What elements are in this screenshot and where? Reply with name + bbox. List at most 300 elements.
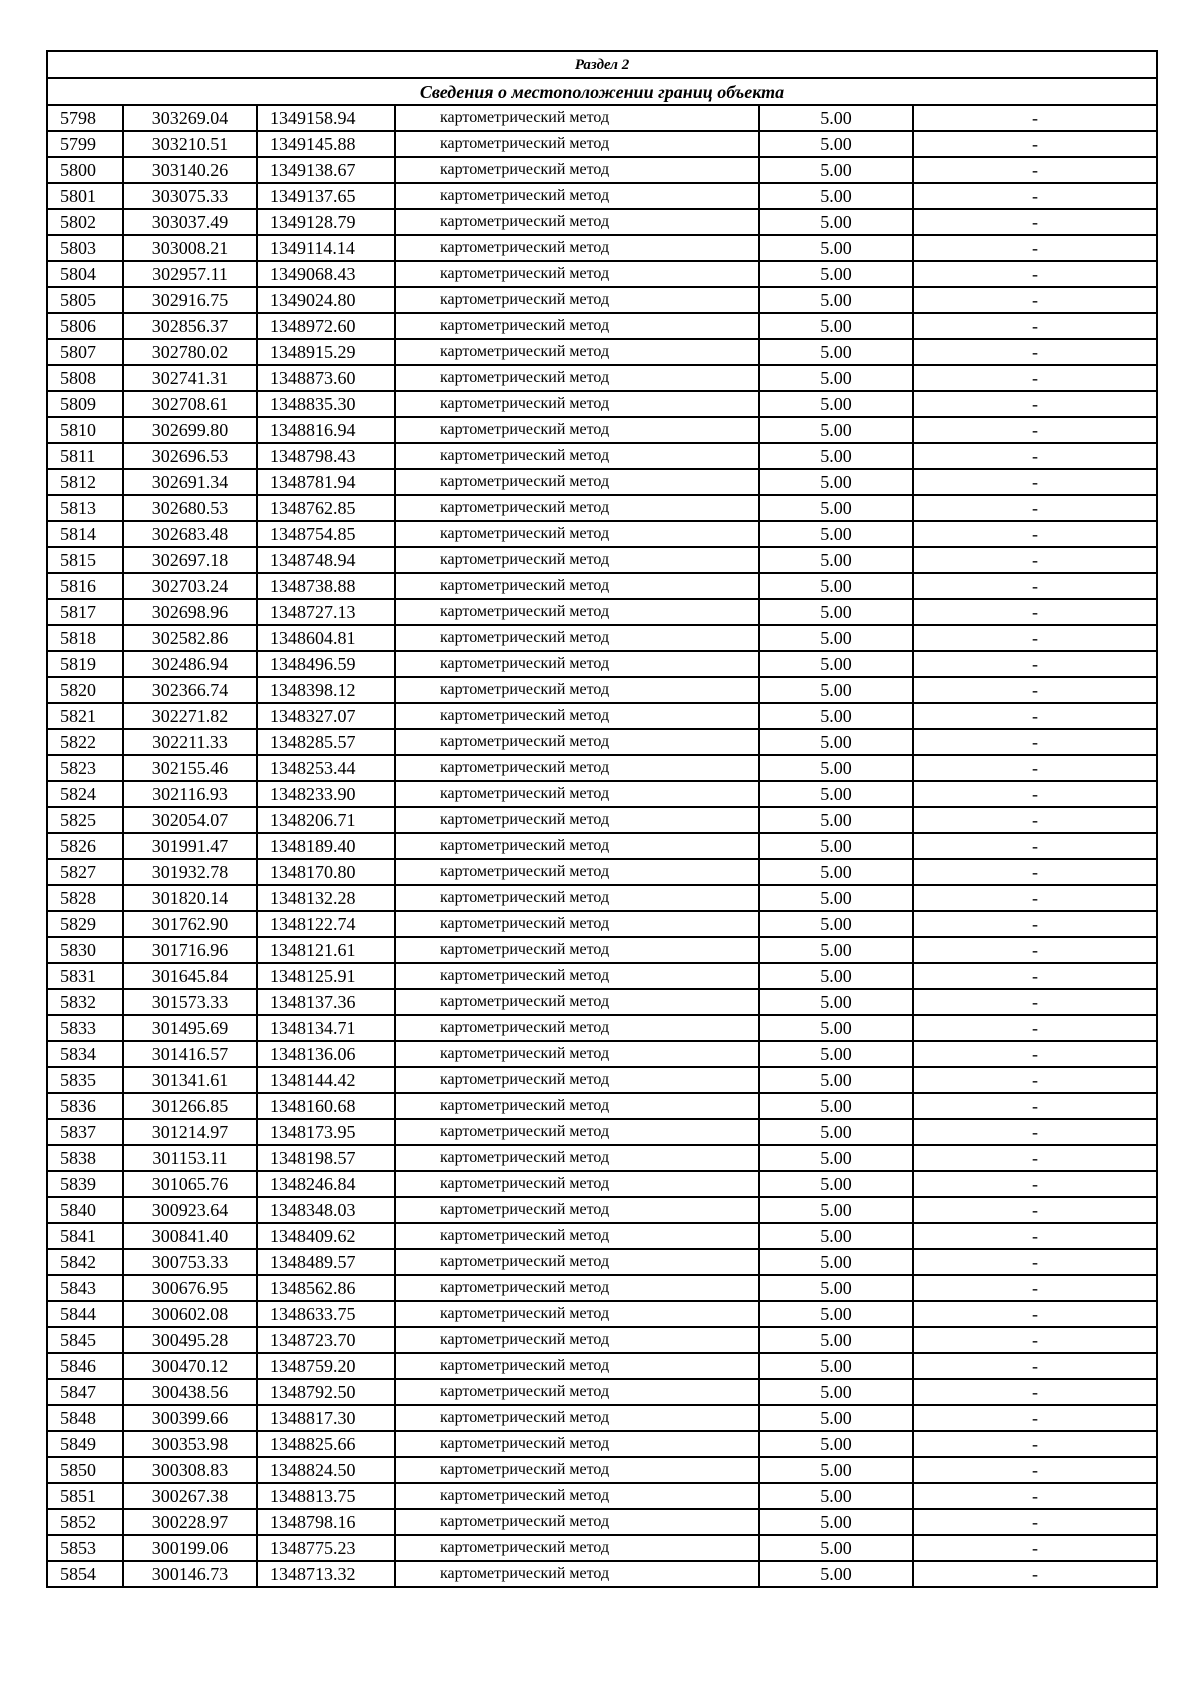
coordinate-y: 1348759.20: [257, 1353, 395, 1379]
table-row: [47, 1015, 1157, 1041]
table-row: [47, 1457, 1157, 1483]
coordinate-y: 1348604.81: [257, 625, 395, 651]
point-description: -: [913, 1405, 1157, 1431]
coordinate-x: 303269.04: [123, 105, 257, 131]
determination-method: картометрический метод: [395, 1379, 759, 1405]
determination-method: картометрический метод: [395, 235, 759, 261]
accuracy-value: 5.00: [759, 729, 913, 755]
table-row: [47, 1197, 1157, 1223]
coordinate-y: 1348173.95: [257, 1119, 395, 1145]
table-row: [47, 1119, 1157, 1145]
determination-method: картометрический метод: [395, 183, 759, 209]
determination-method: картометрический метод: [395, 339, 759, 365]
table-row: [47, 339, 1157, 365]
accuracy-value: 5.00: [759, 1093, 913, 1119]
point-number: 5820: [47, 677, 123, 703]
coordinate-x: 300676.95: [123, 1275, 257, 1301]
table-row: [47, 729, 1157, 755]
coordinate-y: 1348170.80: [257, 859, 395, 885]
point-description: -: [913, 1171, 1157, 1197]
determination-method: картометрический метод: [395, 1405, 759, 1431]
table-row: [47, 911, 1157, 937]
coordinate-x: 301416.57: [123, 1041, 257, 1067]
accuracy-value: 5.00: [759, 1223, 913, 1249]
coordinate-y: 1348727.13: [257, 599, 395, 625]
accuracy-value: 5.00: [759, 365, 913, 391]
coordinate-y: 1348824.50: [257, 1457, 395, 1483]
point-number: 5836: [47, 1093, 123, 1119]
coordinate-x: 301266.85: [123, 1093, 257, 1119]
table-row: [47, 1067, 1157, 1093]
point-number: 5824: [47, 781, 123, 807]
point-description: -: [913, 781, 1157, 807]
table-row: [47, 391, 1157, 417]
point-description: -: [913, 963, 1157, 989]
accuracy-value: 5.00: [759, 859, 913, 885]
accuracy-value: 5.00: [759, 833, 913, 859]
coordinate-y: 1349158.94: [257, 105, 395, 131]
point-description: -: [913, 131, 1157, 157]
coordinate-y: 1348816.94: [257, 417, 395, 443]
determination-method: картометрический метод: [395, 1275, 759, 1301]
accuracy-value: 5.00: [759, 417, 913, 443]
determination-method: картометрический метод: [395, 469, 759, 495]
point-description: -: [913, 755, 1157, 781]
point-number: 5837: [47, 1119, 123, 1145]
point-number: 5821: [47, 703, 123, 729]
accuracy-value: 5.00: [759, 313, 913, 339]
accuracy-value: 5.00: [759, 1041, 913, 1067]
point-description: -: [913, 1535, 1157, 1561]
coordinate-x: 300438.56: [123, 1379, 257, 1405]
coordinate-x: 300753.33: [123, 1249, 257, 1275]
point-description: -: [913, 521, 1157, 547]
coordinate-x: 302780.02: [123, 339, 257, 365]
table-row: [47, 1249, 1157, 1275]
coordinate-x: 302486.94: [123, 651, 257, 677]
table-row: [47, 209, 1157, 235]
coordinate-y: 1348496.59: [257, 651, 395, 677]
determination-method: картометрический метод: [395, 365, 759, 391]
accuracy-value: 5.00: [759, 989, 913, 1015]
accuracy-value: 5.00: [759, 599, 913, 625]
determination-method: картометрический метод: [395, 625, 759, 651]
coordinate-x: 300308.83: [123, 1457, 257, 1483]
coordinate-x: 300602.08: [123, 1301, 257, 1327]
coordinate-x: 300228.97: [123, 1509, 257, 1535]
point-number: 5799: [47, 131, 123, 157]
table-row: [47, 651, 1157, 677]
determination-method: картометрический метод: [395, 807, 759, 833]
coordinate-x: 301762.90: [123, 911, 257, 937]
point-number: 5800: [47, 157, 123, 183]
accuracy-value: 5.00: [759, 521, 913, 547]
point-description: -: [913, 1457, 1157, 1483]
title-header-row: [47, 78, 1157, 105]
accuracy-value: 5.00: [759, 677, 913, 703]
determination-method: картометрический метод: [395, 1509, 759, 1535]
accuracy-value: 5.00: [759, 547, 913, 573]
point-description: -: [913, 1561, 1157, 1587]
point-description: -: [913, 157, 1157, 183]
accuracy-value: 5.00: [759, 209, 913, 235]
accuracy-value: 5.00: [759, 1275, 913, 1301]
point-description: -: [913, 105, 1157, 131]
table-row: [47, 703, 1157, 729]
coordinate-y: 1348798.43: [257, 443, 395, 469]
point-description: -: [913, 287, 1157, 313]
determination-method: картометрический метод: [395, 521, 759, 547]
coordinate-y: 1348723.70: [257, 1327, 395, 1353]
point-number: 5802: [47, 209, 123, 235]
coordinate-y: 1348915.29: [257, 339, 395, 365]
coordinate-y: 1348798.16: [257, 1509, 395, 1535]
point-number: 5848: [47, 1405, 123, 1431]
table-row: [47, 1353, 1157, 1379]
point-description: -: [913, 443, 1157, 469]
accuracy-value: 5.00: [759, 755, 913, 781]
coordinate-x: 302699.80: [123, 417, 257, 443]
point-description: -: [913, 547, 1157, 573]
coordinate-y: 1348121.61: [257, 937, 395, 963]
coordinate-y: 1348189.40: [257, 833, 395, 859]
coordinate-x: 301495.69: [123, 1015, 257, 1041]
table-row: [47, 755, 1157, 781]
coordinate-x: 302696.53: [123, 443, 257, 469]
point-number: 5808: [47, 365, 123, 391]
determination-method: картометрический метод: [395, 1067, 759, 1093]
determination-method: картометрический метод: [395, 313, 759, 339]
coordinate-y: 1348122.74: [257, 911, 395, 937]
coordinate-x: 300399.66: [123, 1405, 257, 1431]
table-row: [47, 963, 1157, 989]
point-number: 5838: [47, 1145, 123, 1171]
table-row: [47, 1405, 1157, 1431]
determination-method: картометрический метод: [395, 1535, 759, 1561]
point-description: -: [913, 365, 1157, 391]
point-number: 5826: [47, 833, 123, 859]
coordinate-x: 302957.11: [123, 261, 257, 287]
coordinate-y: 1348633.75: [257, 1301, 395, 1327]
point-number: 5816: [47, 573, 123, 599]
table-body: [47, 51, 1157, 1587]
coordinate-y: 1349138.67: [257, 157, 395, 183]
determination-method: картометрический метод: [395, 963, 759, 989]
accuracy-value: 5.00: [759, 885, 913, 911]
point-number: 5853: [47, 1535, 123, 1561]
point-number: 5832: [47, 989, 123, 1015]
accuracy-value: 5.00: [759, 339, 913, 365]
table-row: [47, 781, 1157, 807]
coordinate-x: 302683.48: [123, 521, 257, 547]
coordinate-y: 1348253.44: [257, 755, 395, 781]
table-row: [47, 1509, 1157, 1535]
point-number: 5831: [47, 963, 123, 989]
coordinate-x: 302155.46: [123, 755, 257, 781]
point-description: -: [913, 677, 1157, 703]
coordinate-x: 301573.33: [123, 989, 257, 1015]
coordinate-y: 1348246.84: [257, 1171, 395, 1197]
accuracy-value: 5.00: [759, 1457, 913, 1483]
point-number: 5814: [47, 521, 123, 547]
determination-method: картометрический метод: [395, 287, 759, 313]
point-number: 5810: [47, 417, 123, 443]
determination-method: картометрический метод: [395, 105, 759, 131]
point-description: -: [913, 1249, 1157, 1275]
accuracy-value: 5.00: [759, 469, 913, 495]
accuracy-value: 5.00: [759, 937, 913, 963]
determination-method: картометрический метод: [395, 1457, 759, 1483]
determination-method: картометрический метод: [395, 1015, 759, 1041]
point-number: 5825: [47, 807, 123, 833]
determination-method: картометрический метод: [395, 261, 759, 287]
point-number: 5815: [47, 547, 123, 573]
determination-method: картометрический метод: [395, 989, 759, 1015]
point-description: -: [913, 1301, 1157, 1327]
coordinate-y: 1348748.94: [257, 547, 395, 573]
coordinate-x: 301820.14: [123, 885, 257, 911]
table-row: [47, 443, 1157, 469]
table-row: [47, 235, 1157, 261]
point-description: -: [913, 1327, 1157, 1353]
coordinate-x: 302116.93: [123, 781, 257, 807]
determination-method: картометрический метод: [395, 859, 759, 885]
coordinate-x: 301341.61: [123, 1067, 257, 1093]
coordinate-x: 300841.40: [123, 1223, 257, 1249]
coordinate-y: 1348136.06: [257, 1041, 395, 1067]
coordinate-x: 300495.28: [123, 1327, 257, 1353]
coordinate-y: 1348754.85: [257, 521, 395, 547]
coordinate-x: 301716.96: [123, 937, 257, 963]
coordinate-x: 301214.97: [123, 1119, 257, 1145]
coordinate-x: 301991.47: [123, 833, 257, 859]
coordinate-y: 1349137.65: [257, 183, 395, 209]
coordinate-y: 1348348.03: [257, 1197, 395, 1223]
table-row: [47, 989, 1157, 1015]
point-description: -: [913, 859, 1157, 885]
determination-method: картометрический метод: [395, 495, 759, 521]
accuracy-value: 5.00: [759, 1353, 913, 1379]
coordinate-x: 302211.33: [123, 729, 257, 755]
accuracy-value: 5.00: [759, 651, 913, 677]
coordinate-x: 303008.21: [123, 235, 257, 261]
table-row: [47, 183, 1157, 209]
point-description: -: [913, 1067, 1157, 1093]
point-description: -: [913, 339, 1157, 365]
section-label: Раздел 2: [47, 51, 1157, 78]
determination-method: картометрический метод: [395, 1145, 759, 1171]
coordinate-y: 1348134.71: [257, 1015, 395, 1041]
point-description: -: [913, 573, 1157, 599]
section-header-row: [47, 51, 1157, 78]
coordinate-y: 1348285.57: [257, 729, 395, 755]
point-number: 5851: [47, 1483, 123, 1509]
table-row: [47, 547, 1157, 573]
point-number: 5849: [47, 1431, 123, 1457]
coordinate-y: 1348813.75: [257, 1483, 395, 1509]
accuracy-value: 5.00: [759, 1249, 913, 1275]
table-row: [47, 937, 1157, 963]
point-description: -: [913, 417, 1157, 443]
determination-method: картометрический метод: [395, 1197, 759, 1223]
point-number: 5843: [47, 1275, 123, 1301]
coordinate-y: 1348198.57: [257, 1145, 395, 1171]
accuracy-value: 5.00: [759, 183, 913, 209]
table-row: [47, 1379, 1157, 1405]
point-description: -: [913, 183, 1157, 209]
table-row: [47, 131, 1157, 157]
determination-method: картометрический метод: [395, 1483, 759, 1509]
table-row: [47, 313, 1157, 339]
coordinate-y: 1348132.28: [257, 885, 395, 911]
coordinate-x: 303140.26: [123, 157, 257, 183]
accuracy-value: 5.00: [759, 911, 913, 937]
point-description: -: [913, 885, 1157, 911]
point-description: -: [913, 1145, 1157, 1171]
coordinate-x: 302741.31: [123, 365, 257, 391]
point-description: -: [913, 599, 1157, 625]
accuracy-value: 5.00: [759, 287, 913, 313]
accuracy-value: 5.00: [759, 1431, 913, 1457]
determination-method: картометрический метод: [395, 547, 759, 573]
table-row: [47, 1223, 1157, 1249]
accuracy-value: 5.00: [759, 573, 913, 599]
determination-method: картометрический метод: [395, 885, 759, 911]
point-number: 5809: [47, 391, 123, 417]
coordinate-y: 1348409.62: [257, 1223, 395, 1249]
point-number: 5830: [47, 937, 123, 963]
point-number: 5819: [47, 651, 123, 677]
point-number: 5812: [47, 469, 123, 495]
table-row: [47, 677, 1157, 703]
accuracy-value: 5.00: [759, 1301, 913, 1327]
table-row: [47, 1093, 1157, 1119]
coordinate-y: 1348137.36: [257, 989, 395, 1015]
accuracy-value: 5.00: [759, 1067, 913, 1093]
point-description: -: [913, 235, 1157, 261]
coordinate-y: 1348817.30: [257, 1405, 395, 1431]
point-number: 5823: [47, 755, 123, 781]
coordinate-x: 300146.73: [123, 1561, 257, 1587]
coordinate-y: 1348713.32: [257, 1561, 395, 1587]
table-row: [47, 521, 1157, 547]
point-number: 5840: [47, 1197, 123, 1223]
table-row: [47, 625, 1157, 651]
coordinate-y: 1348792.50: [257, 1379, 395, 1405]
coordinate-x: 302698.96: [123, 599, 257, 625]
point-description: -: [913, 261, 1157, 287]
determination-method: картометрический метод: [395, 781, 759, 807]
coordinate-y: 1348206.71: [257, 807, 395, 833]
coordinate-x: 302691.34: [123, 469, 257, 495]
coordinate-x: 300923.64: [123, 1197, 257, 1223]
table-row: [47, 1561, 1157, 1587]
table-row: [47, 469, 1157, 495]
determination-method: картометрический метод: [395, 703, 759, 729]
accuracy-value: 5.00: [759, 703, 913, 729]
accuracy-value: 5.00: [759, 235, 913, 261]
point-description: -: [913, 1015, 1157, 1041]
coordinate-x: 302856.37: [123, 313, 257, 339]
coordinate-y: 1348835.30: [257, 391, 395, 417]
point-description: -: [913, 209, 1157, 235]
table-row: [47, 859, 1157, 885]
accuracy-value: 5.00: [759, 261, 913, 287]
coordinate-y: 1348781.94: [257, 469, 395, 495]
table-row: [47, 1145, 1157, 1171]
determination-method: картометрический метод: [395, 833, 759, 859]
point-number: 5805: [47, 287, 123, 313]
point-number: 5854: [47, 1561, 123, 1587]
coordinate-y: 1348873.60: [257, 365, 395, 391]
determination-method: картометрический метод: [395, 1119, 759, 1145]
accuracy-value: 5.00: [759, 1171, 913, 1197]
table-row: [47, 599, 1157, 625]
point-number: 5813: [47, 495, 123, 521]
determination-method: картометрический метод: [395, 677, 759, 703]
point-number: 5850: [47, 1457, 123, 1483]
coordinate-x: 302366.74: [123, 677, 257, 703]
coordinate-x: 302271.82: [123, 703, 257, 729]
coordinate-x: 300199.06: [123, 1535, 257, 1561]
coordinate-x: 302697.18: [123, 547, 257, 573]
table-row: [47, 1535, 1157, 1561]
determination-method: картометрический метод: [395, 911, 759, 937]
coordinate-y: 1348825.66: [257, 1431, 395, 1457]
point-description: -: [913, 469, 1157, 495]
table-row: [47, 573, 1157, 599]
accuracy-value: 5.00: [759, 443, 913, 469]
coordinate-y: 1348738.88: [257, 573, 395, 599]
coordinate-x: 301153.11: [123, 1145, 257, 1171]
coordinate-y: 1348327.07: [257, 703, 395, 729]
accuracy-value: 5.00: [759, 1197, 913, 1223]
point-description: -: [913, 937, 1157, 963]
table-row: [47, 105, 1157, 131]
point-number: 5807: [47, 339, 123, 365]
accuracy-value: 5.00: [759, 495, 913, 521]
point-number: 5833: [47, 1015, 123, 1041]
determination-method: картометрический метод: [395, 1301, 759, 1327]
coordinate-x: 302708.61: [123, 391, 257, 417]
point-number: 5844: [47, 1301, 123, 1327]
table-row: [47, 885, 1157, 911]
accuracy-value: 5.00: [759, 1379, 913, 1405]
point-description: -: [913, 989, 1157, 1015]
coordinate-x: 303075.33: [123, 183, 257, 209]
coordinate-y: 1348144.42: [257, 1067, 395, 1093]
determination-method: картометрический метод: [395, 599, 759, 625]
point-number: 5827: [47, 859, 123, 885]
determination-method: картометрический метод: [395, 755, 759, 781]
coordinate-y: 1349145.88: [257, 131, 395, 157]
point-number: 5834: [47, 1041, 123, 1067]
coordinate-y: 1349114.14: [257, 235, 395, 261]
table-row: [47, 1327, 1157, 1353]
accuracy-value: 5.00: [759, 157, 913, 183]
point-number: 5801: [47, 183, 123, 209]
determination-method: картометрический метод: [395, 1249, 759, 1275]
point-number: 5852: [47, 1509, 123, 1535]
point-description: -: [913, 391, 1157, 417]
point-description: -: [913, 1379, 1157, 1405]
determination-method: картометрический метод: [395, 417, 759, 443]
determination-method: картометрический метод: [395, 1041, 759, 1067]
point-description: -: [913, 625, 1157, 651]
coordinate-y: 1348972.60: [257, 313, 395, 339]
point-description: -: [913, 807, 1157, 833]
point-number: 5817: [47, 599, 123, 625]
